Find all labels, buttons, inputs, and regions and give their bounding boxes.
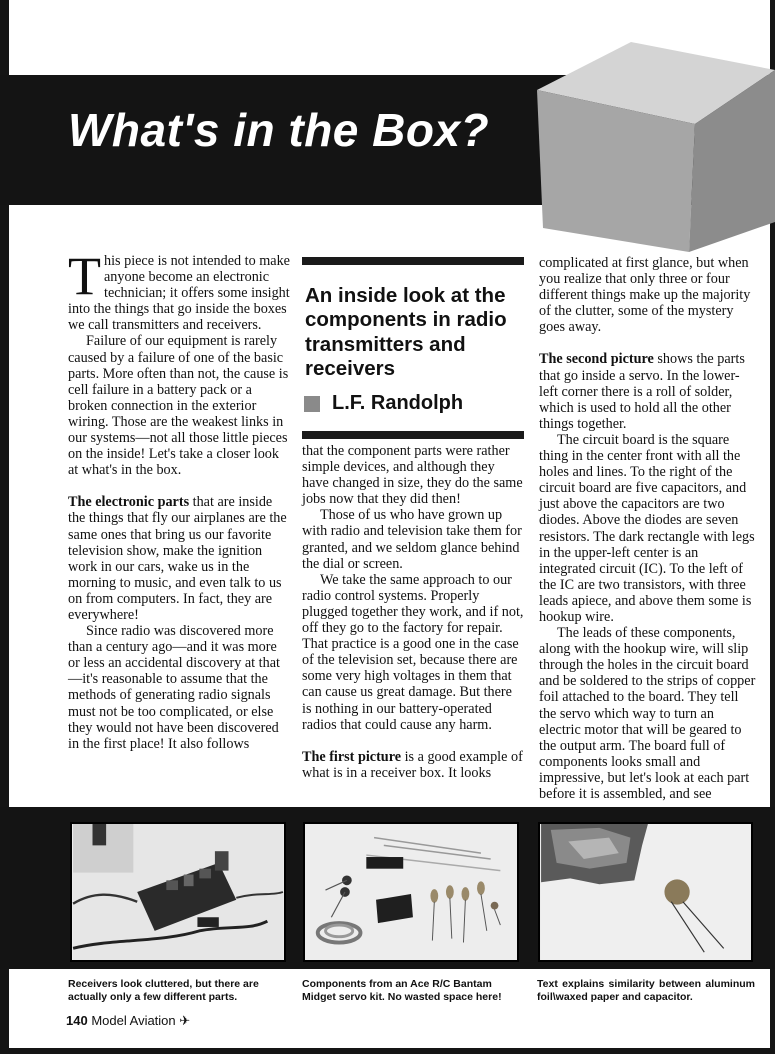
drop-cap: T	[68, 246, 101, 306]
page-number: 140	[66, 1013, 88, 1028]
paragraph: is a good example of what is in a receiver box. It looks	[302, 748, 523, 781]
lead-in: The first picture	[302, 748, 402, 765]
paragraph: shows the parts that go inside a servo. In the lower-left corner there is a roll of solder, which is used to hold all the other things together.	[539, 351, 745, 432]
lead-in: The second picture	[539, 351, 654, 368]
paragraph: Failure of our equipment is rarely caused by a failure of one of the basic parts. More often than not, the cause is cell failure in a battery pack or a broken connection in the exterior wiring. Those are the weakest links in our systems—not all those little pieces on the inside! Let's take a closer look at what's in the box.	[68, 333, 289, 479]
paragraph: The circuit board is the square thing in the center front with all the holes and lines. To the right of the circuit board are five capacitors, and just above the capacitors are two diodes. Above the diodes are seven resistors. The dark rectangle with legs in the upper-left center is an integrated circuit (IC). To the left of the IC are two transistors, with three leads apiece, and above them some is hookup wire.	[539, 431, 755, 625]
servo-components-photo	[303, 822, 519, 962]
paragraph: Since radio was discovered more than a century ago—and it was more or less an accidental discovery at that—it's reasonable to assume that the methods of generating radio signals must not be too complicated, or else they would not have been discovered in the first place! It also follows	[68, 623, 280, 752]
paragraph: complicated at first glance, but when you realize that only three or four different things make up the majority of the clutter, some of the mystery goes away.	[539, 255, 751, 336]
airplane-icon: ✈	[179, 1013, 191, 1028]
body-column-1	[68, 246, 290, 752]
subtitle-rule-top	[302, 257, 524, 265]
paragraph: We take the same approach to our radio control systems. Properly plugged together they work, and if not, off they go to the factory for repair. That practice is a good one in the case of the television set, because there are some very high voltages in them that can cause us great damage. But there is nothing in our battery-operated radios that could cause any harm.	[302, 571, 524, 733]
body-column-2	[302, 443, 524, 781]
paragraph: that are inside the things that fly our airplanes are the same ones that bring us our favorite television show, make the ignition work in our cars, wake us in the morning to music, and even talk to us on from computers. In fact, they are everywhere!	[68, 494, 287, 623]
paragraph: Those of us who have grown up with radio and television take them for granted, and we seldom glance behind the dial or screen.	[302, 507, 522, 572]
byline-square-icon	[304, 396, 320, 412]
subtitle-rule-bottom	[302, 431, 524, 439]
photo-caption: Text explains similarity between aluminum foil\waxed paper and capacitor.	[537, 978, 755, 1003]
paragraph: his piece is not intended to make anyone become an electronic technician; it offers some insight into the things that go inside the boxes we call transmitters and receivers.	[68, 253, 290, 334]
foil-capacitor-photo	[538, 822, 753, 962]
body-column-3	[539, 255, 757, 802]
lead-in: The electronic parts	[68, 494, 190, 511]
paragraph: The leads of these components, along with the hookup wire, will slip through the holes in the circuit board and be soldered to the strips of copper foil attached to the board. They tell the servo which way to turn an electric motor that will be geared to the output arm. The board full of components looks small and impressive, but let's look at each part before it is assembled, and see	[539, 625, 756, 802]
article-title: What's in the Box?	[68, 104, 490, 156]
cube-illustration	[537, 42, 775, 252]
page-footer	[66, 1013, 190, 1029]
magazine-name: Model Aviation	[91, 1013, 176, 1028]
receiver-photo	[70, 822, 286, 962]
bottom-border-bar	[0, 1048, 775, 1054]
article-subtitle: An inside look at the components in radio transmitters and receivers	[305, 284, 507, 381]
photo-caption: Receivers look cluttered, but there are actually only a few different parts.	[68, 978, 259, 1003]
byline	[304, 392, 463, 415]
photo-caption: Components from an Ace R/C Bantam Midget servo kit. No wasted space here!	[302, 978, 502, 1003]
author-name: L.F. Randolph	[332, 392, 464, 414]
paragraph: that the component parts were rather simple devices, and although they have changed in size, they do the same jobs now that they did then!	[302, 443, 523, 508]
